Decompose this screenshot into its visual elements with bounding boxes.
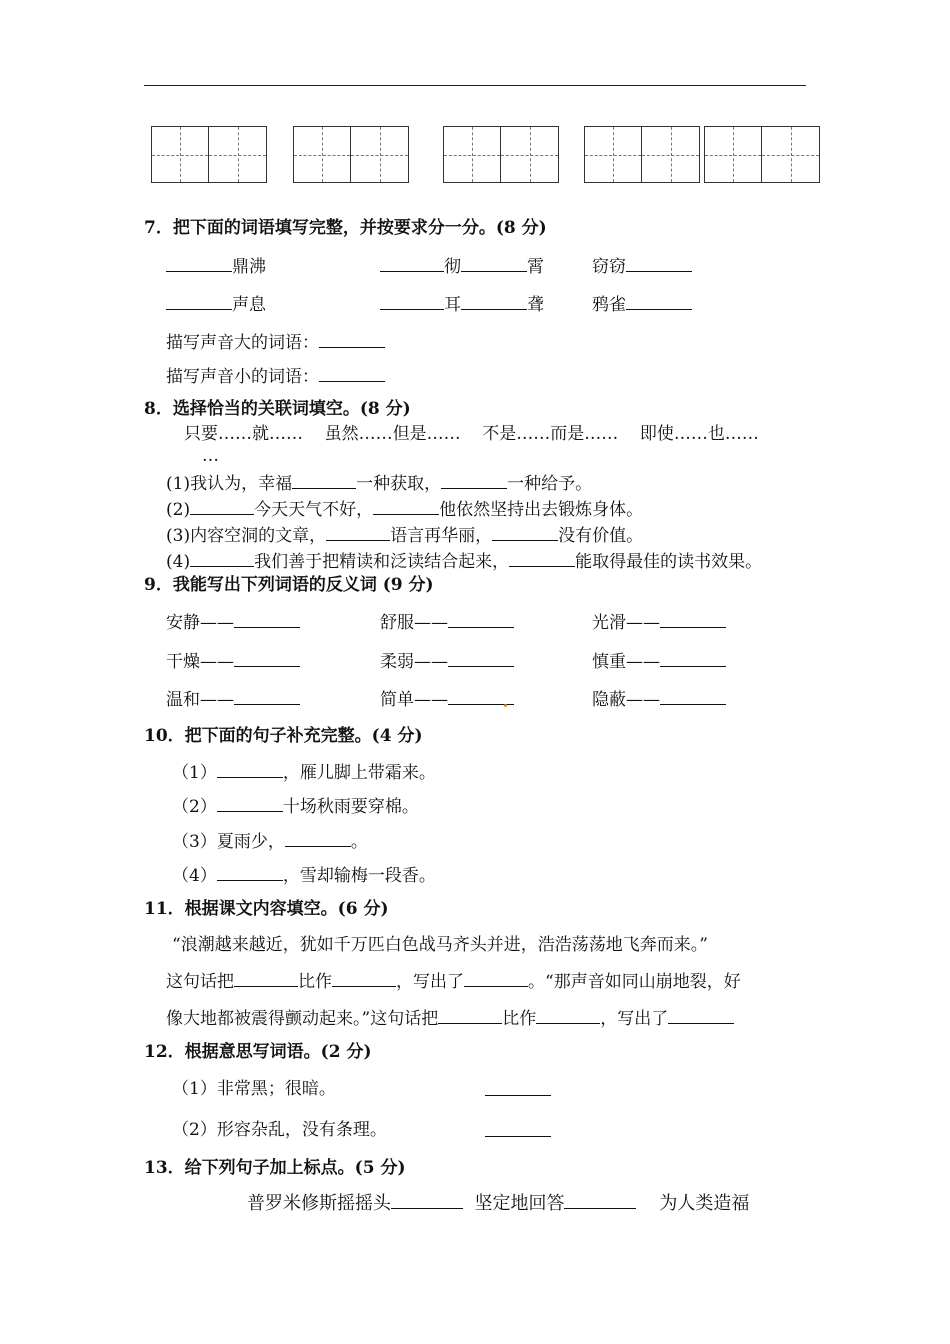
answer-blank[interactable] — [319, 331, 385, 348]
stray-mark — [504, 704, 507, 707]
q9-item: 干燥—— — [166, 650, 300, 672]
header-rule — [144, 85, 806, 86]
q12-s2: （2）形容杂乱，没有条理。 — [172, 1120, 387, 1140]
answer-blank[interactable] — [292, 472, 356, 489]
answer-blank[interactable] — [319, 365, 385, 382]
q7-row1-item2: 彻 霄 — [380, 255, 544, 277]
q11-line2: 这句话把 比作 ，写出了 。“那声音如同山崩地裂，好 — [166, 972, 741, 992]
q8-s3: (3)内容空洞的文章， 语言再华丽， 没有价值。 — [166, 526, 644, 546]
answer-blank[interactable] — [626, 255, 692, 272]
answer-blank[interactable] — [448, 650, 514, 667]
answer-blank[interactable] — [217, 864, 283, 881]
answer-blank[interactable] — [564, 1192, 636, 1209]
grid-cell[interactable] — [351, 126, 409, 183]
q11-quote1: “浪潮越来越近，犹如千万匹白色战马齐头并进，浩浩荡荡地飞奔而来。” — [172, 935, 708, 955]
answer-blank[interactable] — [166, 255, 232, 272]
answer-blank[interactable] — [492, 524, 558, 541]
q9-title: 9．我能写出下列词语的反义词 (9 分) — [144, 575, 434, 595]
answer-blank[interactable] — [166, 293, 232, 310]
answer-blank[interactable] — [380, 255, 444, 272]
q7-row1-item3: 窃窃 — [592, 255, 692, 277]
q10-s2: （2） 十场秋雨要穿棉。 — [172, 797, 419, 817]
answer-blank[interactable] — [660, 650, 726, 667]
answer-blank[interactable] — [668, 1007, 734, 1024]
q12-title: 12．根据意思写词语。(2 分) — [144, 1042, 372, 1062]
writing-grid-1[interactable] — [151, 126, 267, 183]
q8-title: 8．选择恰当的关联词填空。(8 分) — [144, 399, 411, 419]
q10-s1: （1） ，雁儿脚上带霜来。 — [172, 763, 436, 783]
writing-grid-4[interactable] — [584, 126, 700, 183]
q8-options-cont: … — [202, 446, 219, 466]
q10-s3: （3）夏雨少， 。 — [172, 832, 368, 852]
answer-blank[interactable] — [217, 761, 283, 778]
q9-item: 舒服—— — [380, 611, 514, 633]
answer-blank[interactable] — [285, 830, 351, 847]
writing-grid-3[interactable] — [443, 126, 559, 183]
grid-cell[interactable] — [209, 126, 267, 183]
answer-blank[interactable] — [660, 611, 726, 628]
q9-item: 柔弱—— — [380, 650, 514, 672]
answer-blank[interactable] — [326, 524, 390, 541]
q9-item: 隐蔽—— — [592, 688, 726, 710]
answer-blank[interactable] — [461, 255, 527, 272]
answer-blank[interactable] — [448, 688, 514, 705]
q8-s4: (4) 我们善于把精读和泛读结合起来， 能取得最佳的读书效果。 — [166, 552, 763, 572]
q10-s4: （4） ，雪却输梅一段香。 — [172, 866, 436, 886]
writing-grid-2[interactable] — [293, 126, 409, 183]
grid-cell[interactable] — [443, 126, 501, 183]
answer-blank[interactable] — [509, 550, 575, 567]
answer-blank[interactable] — [485, 1079, 551, 1096]
q7-loud-words: 描写声音大的词语： — [166, 331, 385, 353]
answer-blank[interactable] — [217, 795, 283, 812]
q13-sentence: 普罗米修斯摇摇头 坚定地回答 为人类造福 — [247, 1193, 750, 1214]
answer-blank[interactable] — [536, 1007, 600, 1024]
q9-item: 光滑—— — [592, 611, 726, 633]
q10-title: 10．把下面的句子补充完整。(4 分) — [144, 726, 423, 746]
answer-blank[interactable] — [380, 293, 444, 310]
answer-blank[interactable] — [660, 688, 726, 705]
grid-cell[interactable] — [704, 126, 762, 183]
q7-quiet-words: 描写声音小的词语： — [166, 365, 385, 387]
q8-s2: (2) 今天天气不好， 他依然坚持出去锻炼身体。 — [166, 500, 644, 520]
grid-cell[interactable] — [501, 126, 559, 183]
q7-row2-item3: 鸦雀 — [592, 293, 692, 315]
q8-options: 只要……就…… 虽然……但是…… 不是……而是…… 即使……也…… — [184, 424, 759, 444]
answer-blank[interactable] — [234, 650, 300, 667]
answer-blank[interactable] — [626, 293, 692, 310]
answer-blank[interactable] — [485, 1120, 551, 1137]
answer-blank[interactable] — [464, 970, 528, 987]
grid-cell[interactable] — [151, 126, 209, 183]
q8-s1: (1)我认为，幸福 一种获取， 一种给予。 — [166, 474, 593, 494]
answer-blank[interactable] — [441, 472, 507, 489]
q13-title: 13．给下列句子加上标点。(5 分) — [144, 1158, 406, 1178]
grid-cell[interactable] — [762, 126, 820, 183]
answer-blank[interactable] — [234, 688, 300, 705]
answer-blank[interactable] — [461, 293, 527, 310]
answer-blank[interactable] — [373, 498, 439, 515]
q12-s1: （1）非常黑；很暗。 — [172, 1079, 336, 1099]
answer-blank[interactable] — [190, 498, 254, 515]
answer-blank[interactable] — [438, 1007, 502, 1024]
q9-item: 慎重—— — [592, 650, 726, 672]
grid-cell[interactable] — [642, 126, 700, 183]
q7-row2-item1: 声息 — [166, 293, 266, 315]
grid-cell[interactable] — [584, 126, 642, 183]
q11-title: 11．根据课文内容填空。(6 分) — [144, 899, 389, 919]
q9-item: 温和—— — [166, 688, 300, 710]
answer-blank[interactable] — [448, 611, 514, 628]
answer-blank[interactable] — [234, 611, 300, 628]
answer-blank[interactable] — [391, 1192, 463, 1209]
q9-item: 简单—— — [380, 688, 514, 710]
answer-blank[interactable] — [234, 970, 298, 987]
q7-title: 7．把下面的词语填写完整，并按要求分一分。(8 分) — [144, 218, 547, 238]
q9-item: 安静—— — [166, 611, 300, 633]
q7-row1-item1: 鼎沸 — [166, 255, 266, 277]
grid-cell[interactable] — [293, 126, 351, 183]
answer-blank[interactable] — [190, 550, 254, 567]
answer-blank[interactable] — [332, 970, 396, 987]
writing-grid-5[interactable] — [704, 126, 820, 183]
q7-row2-item2: 耳 聋 — [380, 293, 544, 315]
q11-line3: 像大地都被震得颤动起来。”这句话把 比作 ，写出了 — [166, 1007, 734, 1029]
